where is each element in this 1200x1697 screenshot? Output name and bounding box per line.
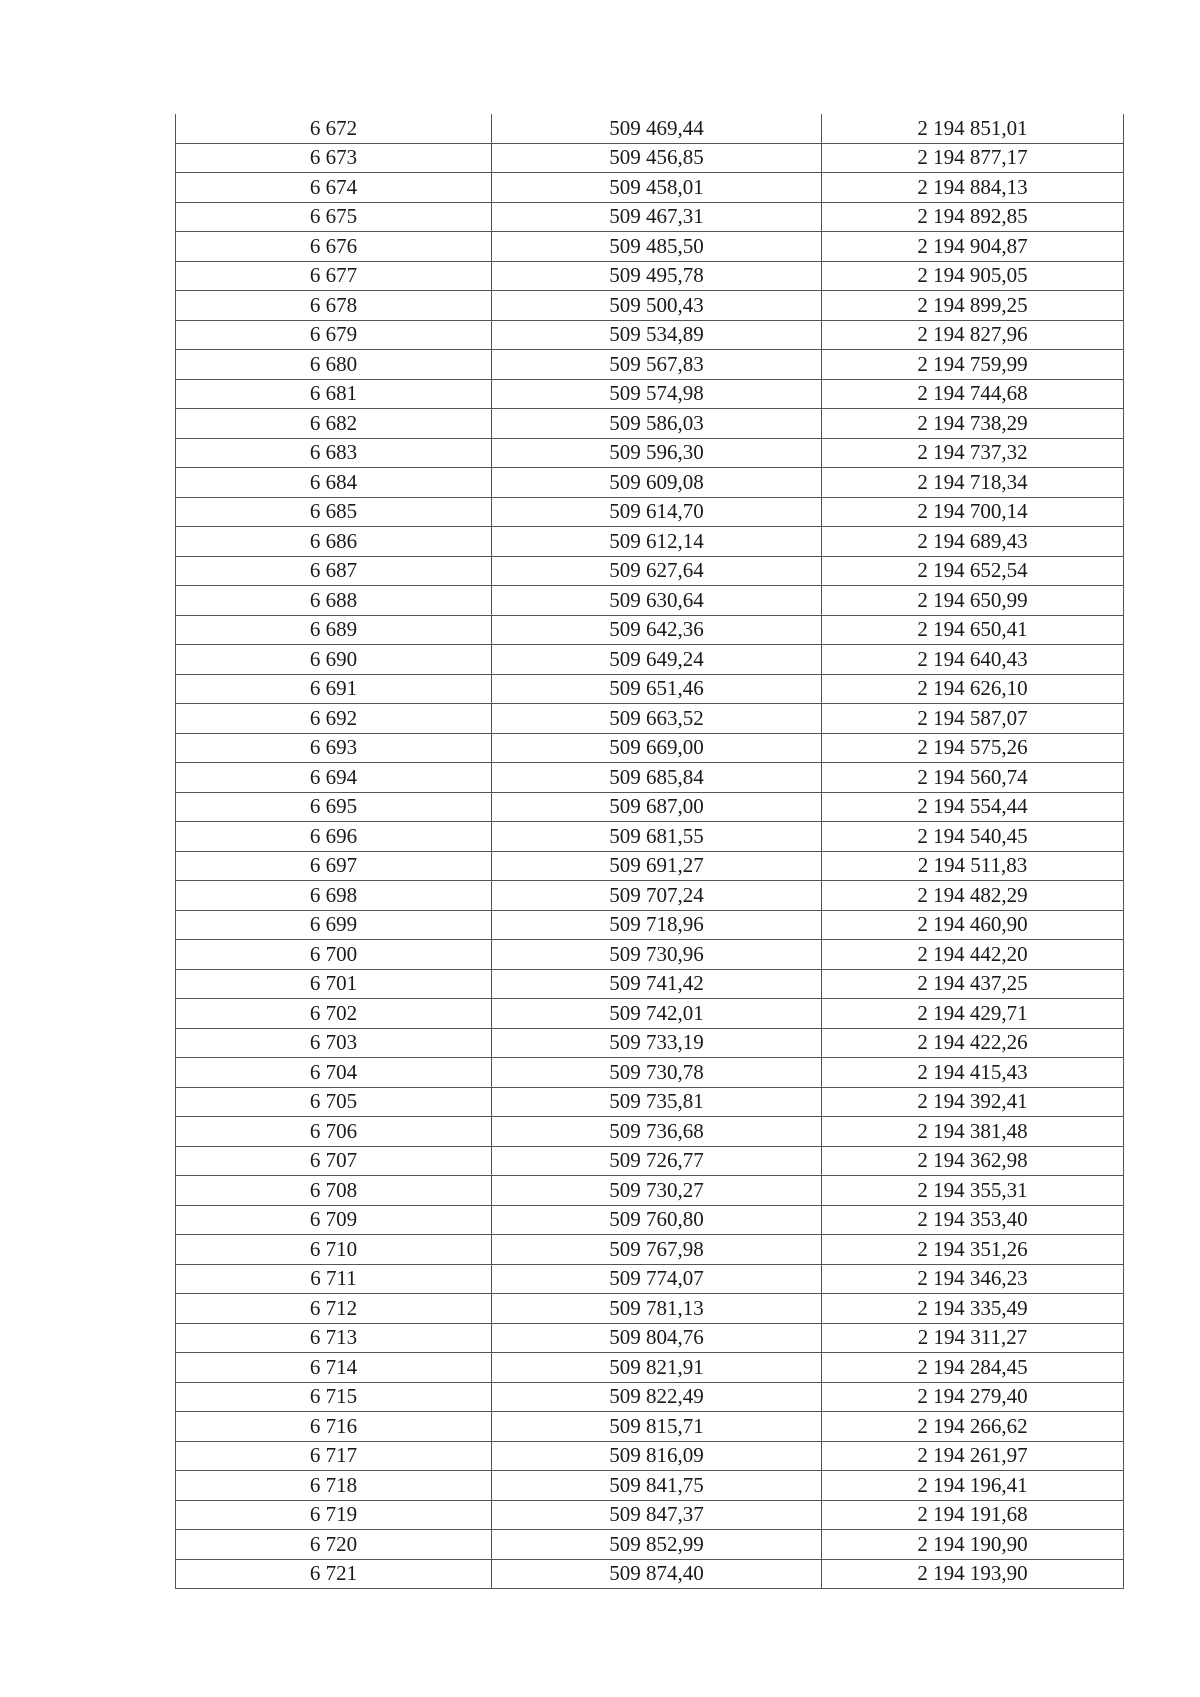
x-coordinate-cell: 509 760,80 (492, 1205, 822, 1235)
point-number-cell: 6 705 (176, 1087, 492, 1117)
x-coordinate-cell: 509 485,50 (492, 232, 822, 262)
x-coordinate-cell: 509 495,78 (492, 261, 822, 291)
table-row (176, 379, 1124, 409)
point-number-cell: 6 694 (176, 763, 492, 793)
x-coordinate-cell: 509 614,70 (492, 497, 822, 527)
table-body (176, 114, 1124, 1589)
table-row (176, 1028, 1124, 1058)
y-coordinate-cell: 2 194 190,90 (822, 1530, 1124, 1560)
x-coordinate-cell: 509 467,31 (492, 202, 822, 232)
table-row (176, 881, 1124, 911)
x-coordinate-cell: 509 707,24 (492, 881, 822, 911)
x-coordinate-cell: 509 663,52 (492, 704, 822, 734)
y-coordinate-cell: 2 194 284,45 (822, 1353, 1124, 1383)
y-coordinate-cell: 2 194 851,01 (822, 114, 1124, 143)
x-coordinate-cell: 509 815,71 (492, 1412, 822, 1442)
y-coordinate-cell: 2 194 442,20 (822, 940, 1124, 970)
table-row (176, 1441, 1124, 1471)
point-number-cell: 6 704 (176, 1058, 492, 1088)
point-number-cell: 6 692 (176, 704, 492, 734)
x-coordinate-cell: 509 642,36 (492, 615, 822, 645)
y-coordinate-cell: 2 194 892,85 (822, 202, 1124, 232)
point-number-cell: 6 699 (176, 910, 492, 940)
table-row (176, 202, 1124, 232)
table-row (176, 733, 1124, 763)
table-row (176, 409, 1124, 439)
x-coordinate-cell: 509 735,81 (492, 1087, 822, 1117)
point-number-cell: 6 696 (176, 822, 492, 852)
point-number-cell: 6 686 (176, 527, 492, 557)
y-coordinate-cell: 2 194 905,05 (822, 261, 1124, 291)
table-row (176, 1559, 1124, 1589)
point-number-cell: 6 679 (176, 320, 492, 350)
table-row (176, 232, 1124, 262)
y-coordinate-cell: 2 194 652,54 (822, 556, 1124, 586)
table-row (176, 320, 1124, 350)
y-coordinate-cell: 2 194 429,71 (822, 999, 1124, 1029)
x-coordinate-cell: 509 774,07 (492, 1264, 822, 1294)
table-row (176, 1146, 1124, 1176)
x-coordinate-cell: 509 691,27 (492, 851, 822, 881)
table-row (176, 1382, 1124, 1412)
table-row (176, 497, 1124, 527)
point-number-cell: 6 693 (176, 733, 492, 763)
y-coordinate-cell: 2 194 737,32 (822, 438, 1124, 468)
point-number-cell: 6 695 (176, 792, 492, 822)
table-row (176, 468, 1124, 498)
point-number-cell: 6 676 (176, 232, 492, 262)
y-coordinate-cell: 2 194 261,97 (822, 1441, 1124, 1471)
y-coordinate-cell: 2 194 650,99 (822, 586, 1124, 616)
table-row (176, 615, 1124, 645)
x-coordinate-cell: 509 609,08 (492, 468, 822, 498)
x-coordinate-cell: 509 822,49 (492, 1382, 822, 1412)
y-coordinate-cell: 2 194 279,40 (822, 1382, 1124, 1412)
x-coordinate-cell: 509 736,68 (492, 1117, 822, 1147)
x-coordinate-cell: 509 630,64 (492, 586, 822, 616)
y-coordinate-cell: 2 194 362,98 (822, 1146, 1124, 1176)
y-coordinate-cell: 2 194 827,96 (822, 320, 1124, 350)
table-row (176, 1323, 1124, 1353)
point-number-cell: 6 689 (176, 615, 492, 645)
point-number-cell: 6 685 (176, 497, 492, 527)
x-coordinate-cell: 509 567,83 (492, 350, 822, 380)
point-number-cell: 6 713 (176, 1323, 492, 1353)
x-coordinate-cell: 509 456,85 (492, 143, 822, 173)
coordinates-table (175, 114, 1124, 1589)
point-number-cell: 6 717 (176, 1441, 492, 1471)
point-number-cell: 6 677 (176, 261, 492, 291)
table-row (176, 586, 1124, 616)
y-coordinate-cell: 2 194 587,07 (822, 704, 1124, 734)
x-coordinate-cell: 509 627,64 (492, 556, 822, 586)
point-number-cell: 6 672 (176, 114, 492, 143)
y-coordinate-cell: 2 194 738,29 (822, 409, 1124, 439)
table-row (176, 792, 1124, 822)
table-row (176, 1176, 1124, 1206)
point-number-cell: 6 697 (176, 851, 492, 881)
x-coordinate-cell: 509 669,00 (492, 733, 822, 763)
point-number-cell: 6 718 (176, 1471, 492, 1501)
table-row (176, 763, 1124, 793)
x-coordinate-cell: 509 596,30 (492, 438, 822, 468)
point-number-cell: 6 707 (176, 1146, 492, 1176)
table-row (176, 969, 1124, 999)
y-coordinate-cell: 2 194 884,13 (822, 173, 1124, 203)
table-row (176, 851, 1124, 881)
table-row (176, 674, 1124, 704)
y-coordinate-cell: 2 194 482,29 (822, 881, 1124, 911)
x-coordinate-cell: 509 718,96 (492, 910, 822, 940)
y-coordinate-cell: 2 194 311,27 (822, 1323, 1124, 1353)
y-coordinate-cell: 2 194 554,44 (822, 792, 1124, 822)
y-coordinate-cell: 2 194 718,34 (822, 468, 1124, 498)
x-coordinate-cell: 509 649,24 (492, 645, 822, 675)
point-number-cell: 6 682 (176, 409, 492, 439)
point-number-cell: 6 715 (176, 1382, 492, 1412)
point-number-cell: 6 683 (176, 438, 492, 468)
y-coordinate-cell: 2 194 904,87 (822, 232, 1124, 262)
table-row (176, 350, 1124, 380)
point-number-cell: 6 691 (176, 674, 492, 704)
point-number-cell: 6 673 (176, 143, 492, 173)
y-coordinate-cell: 2 194 351,26 (822, 1235, 1124, 1265)
point-number-cell: 6 674 (176, 173, 492, 203)
x-coordinate-cell: 509 534,89 (492, 320, 822, 350)
x-coordinate-cell: 509 651,46 (492, 674, 822, 704)
x-coordinate-cell: 509 574,98 (492, 379, 822, 409)
point-number-cell: 6 702 (176, 999, 492, 1029)
y-coordinate-cell: 2 194 437,25 (822, 969, 1124, 999)
y-coordinate-cell: 2 194 877,17 (822, 143, 1124, 173)
y-coordinate-cell: 2 194 381,48 (822, 1117, 1124, 1147)
x-coordinate-cell: 509 500,43 (492, 291, 822, 321)
x-coordinate-cell: 509 730,96 (492, 940, 822, 970)
x-coordinate-cell: 509 612,14 (492, 527, 822, 557)
x-coordinate-cell: 509 733,19 (492, 1028, 822, 1058)
x-coordinate-cell: 509 781,13 (492, 1294, 822, 1324)
y-coordinate-cell: 2 194 560,74 (822, 763, 1124, 793)
table-row (176, 1117, 1124, 1147)
table-row (176, 261, 1124, 291)
y-coordinate-cell: 2 194 640,43 (822, 645, 1124, 675)
table-row (176, 1294, 1124, 1324)
y-coordinate-cell: 2 194 626,10 (822, 674, 1124, 704)
table-row (176, 173, 1124, 203)
table-row (176, 910, 1124, 940)
x-coordinate-cell: 509 469,44 (492, 114, 822, 143)
table-row (176, 1471, 1124, 1501)
table-row (176, 556, 1124, 586)
point-number-cell: 6 675 (176, 202, 492, 232)
x-coordinate-cell: 509 841,75 (492, 1471, 822, 1501)
y-coordinate-cell: 2 194 899,25 (822, 291, 1124, 321)
table-row (176, 940, 1124, 970)
x-coordinate-cell: 509 730,78 (492, 1058, 822, 1088)
point-number-cell: 6 701 (176, 969, 492, 999)
y-coordinate-cell: 2 194 511,83 (822, 851, 1124, 881)
point-number-cell: 6 700 (176, 940, 492, 970)
table-row (176, 143, 1124, 173)
y-coordinate-cell: 2 194 346,23 (822, 1264, 1124, 1294)
x-coordinate-cell: 509 816,09 (492, 1441, 822, 1471)
x-coordinate-cell: 509 874,40 (492, 1559, 822, 1589)
x-coordinate-cell: 509 804,76 (492, 1323, 822, 1353)
table-row (176, 704, 1124, 734)
table-row (176, 645, 1124, 675)
y-coordinate-cell: 2 194 460,90 (822, 910, 1124, 940)
x-coordinate-cell: 509 741,42 (492, 969, 822, 999)
table-row (176, 1087, 1124, 1117)
point-number-cell: 6 714 (176, 1353, 492, 1383)
x-coordinate-cell: 509 586,03 (492, 409, 822, 439)
y-coordinate-cell: 2 194 335,49 (822, 1294, 1124, 1324)
point-number-cell: 6 688 (176, 586, 492, 616)
table-row (176, 1412, 1124, 1442)
x-coordinate-cell: 509 821,91 (492, 1353, 822, 1383)
table-row (176, 291, 1124, 321)
point-number-cell: 6 719 (176, 1500, 492, 1530)
x-coordinate-cell: 509 847,37 (492, 1500, 822, 1530)
x-coordinate-cell: 509 681,55 (492, 822, 822, 852)
x-coordinate-cell: 509 685,84 (492, 763, 822, 793)
y-coordinate-cell: 2 194 193,90 (822, 1559, 1124, 1589)
x-coordinate-cell: 509 458,01 (492, 173, 822, 203)
point-number-cell: 6 711 (176, 1264, 492, 1294)
table-row (176, 1058, 1124, 1088)
y-coordinate-cell: 2 194 392,41 (822, 1087, 1124, 1117)
y-coordinate-cell: 2 194 415,43 (822, 1058, 1124, 1088)
table-row (176, 1205, 1124, 1235)
y-coordinate-cell: 2 194 266,62 (822, 1412, 1124, 1442)
point-number-cell: 6 681 (176, 379, 492, 409)
y-coordinate-cell: 2 194 196,41 (822, 1471, 1124, 1501)
table-row (176, 527, 1124, 557)
point-number-cell: 6 721 (176, 1559, 492, 1589)
point-number-cell: 6 687 (176, 556, 492, 586)
y-coordinate-cell: 2 194 759,99 (822, 350, 1124, 380)
table-row (176, 1530, 1124, 1560)
y-coordinate-cell: 2 194 689,43 (822, 527, 1124, 557)
y-coordinate-cell: 2 194 575,26 (822, 733, 1124, 763)
point-number-cell: 6 698 (176, 881, 492, 911)
x-coordinate-cell: 509 742,01 (492, 999, 822, 1029)
table-row (176, 438, 1124, 468)
table-row (176, 1235, 1124, 1265)
x-coordinate-cell: 509 726,77 (492, 1146, 822, 1176)
point-number-cell: 6 678 (176, 291, 492, 321)
y-coordinate-cell: 2 194 191,68 (822, 1500, 1124, 1530)
table-row (176, 999, 1124, 1029)
y-coordinate-cell: 2 194 355,31 (822, 1176, 1124, 1206)
x-coordinate-cell: 509 730,27 (492, 1176, 822, 1206)
y-coordinate-cell: 2 194 422,26 (822, 1028, 1124, 1058)
y-coordinate-cell: 2 194 744,68 (822, 379, 1124, 409)
point-number-cell: 6 684 (176, 468, 492, 498)
point-number-cell: 6 706 (176, 1117, 492, 1147)
y-coordinate-cell: 2 194 353,40 (822, 1205, 1124, 1235)
table-row (176, 114, 1124, 143)
point-number-cell: 6 709 (176, 1205, 492, 1235)
table-row (176, 822, 1124, 852)
table-row (176, 1353, 1124, 1383)
x-coordinate-cell: 509 852,99 (492, 1530, 822, 1560)
y-coordinate-cell: 2 194 650,41 (822, 615, 1124, 645)
x-coordinate-cell: 509 687,00 (492, 792, 822, 822)
point-number-cell: 6 716 (176, 1412, 492, 1442)
point-number-cell: 6 690 (176, 645, 492, 675)
point-number-cell: 6 680 (176, 350, 492, 380)
x-coordinate-cell: 509 767,98 (492, 1235, 822, 1265)
y-coordinate-cell: 2 194 700,14 (822, 497, 1124, 527)
point-number-cell: 6 712 (176, 1294, 492, 1324)
point-number-cell: 6 710 (176, 1235, 492, 1265)
y-coordinate-cell: 2 194 540,45 (822, 822, 1124, 852)
table-row (176, 1264, 1124, 1294)
point-number-cell: 6 703 (176, 1028, 492, 1058)
point-number-cell: 6 708 (176, 1176, 492, 1206)
table-row (176, 1500, 1124, 1530)
point-number-cell: 6 720 (176, 1530, 492, 1560)
